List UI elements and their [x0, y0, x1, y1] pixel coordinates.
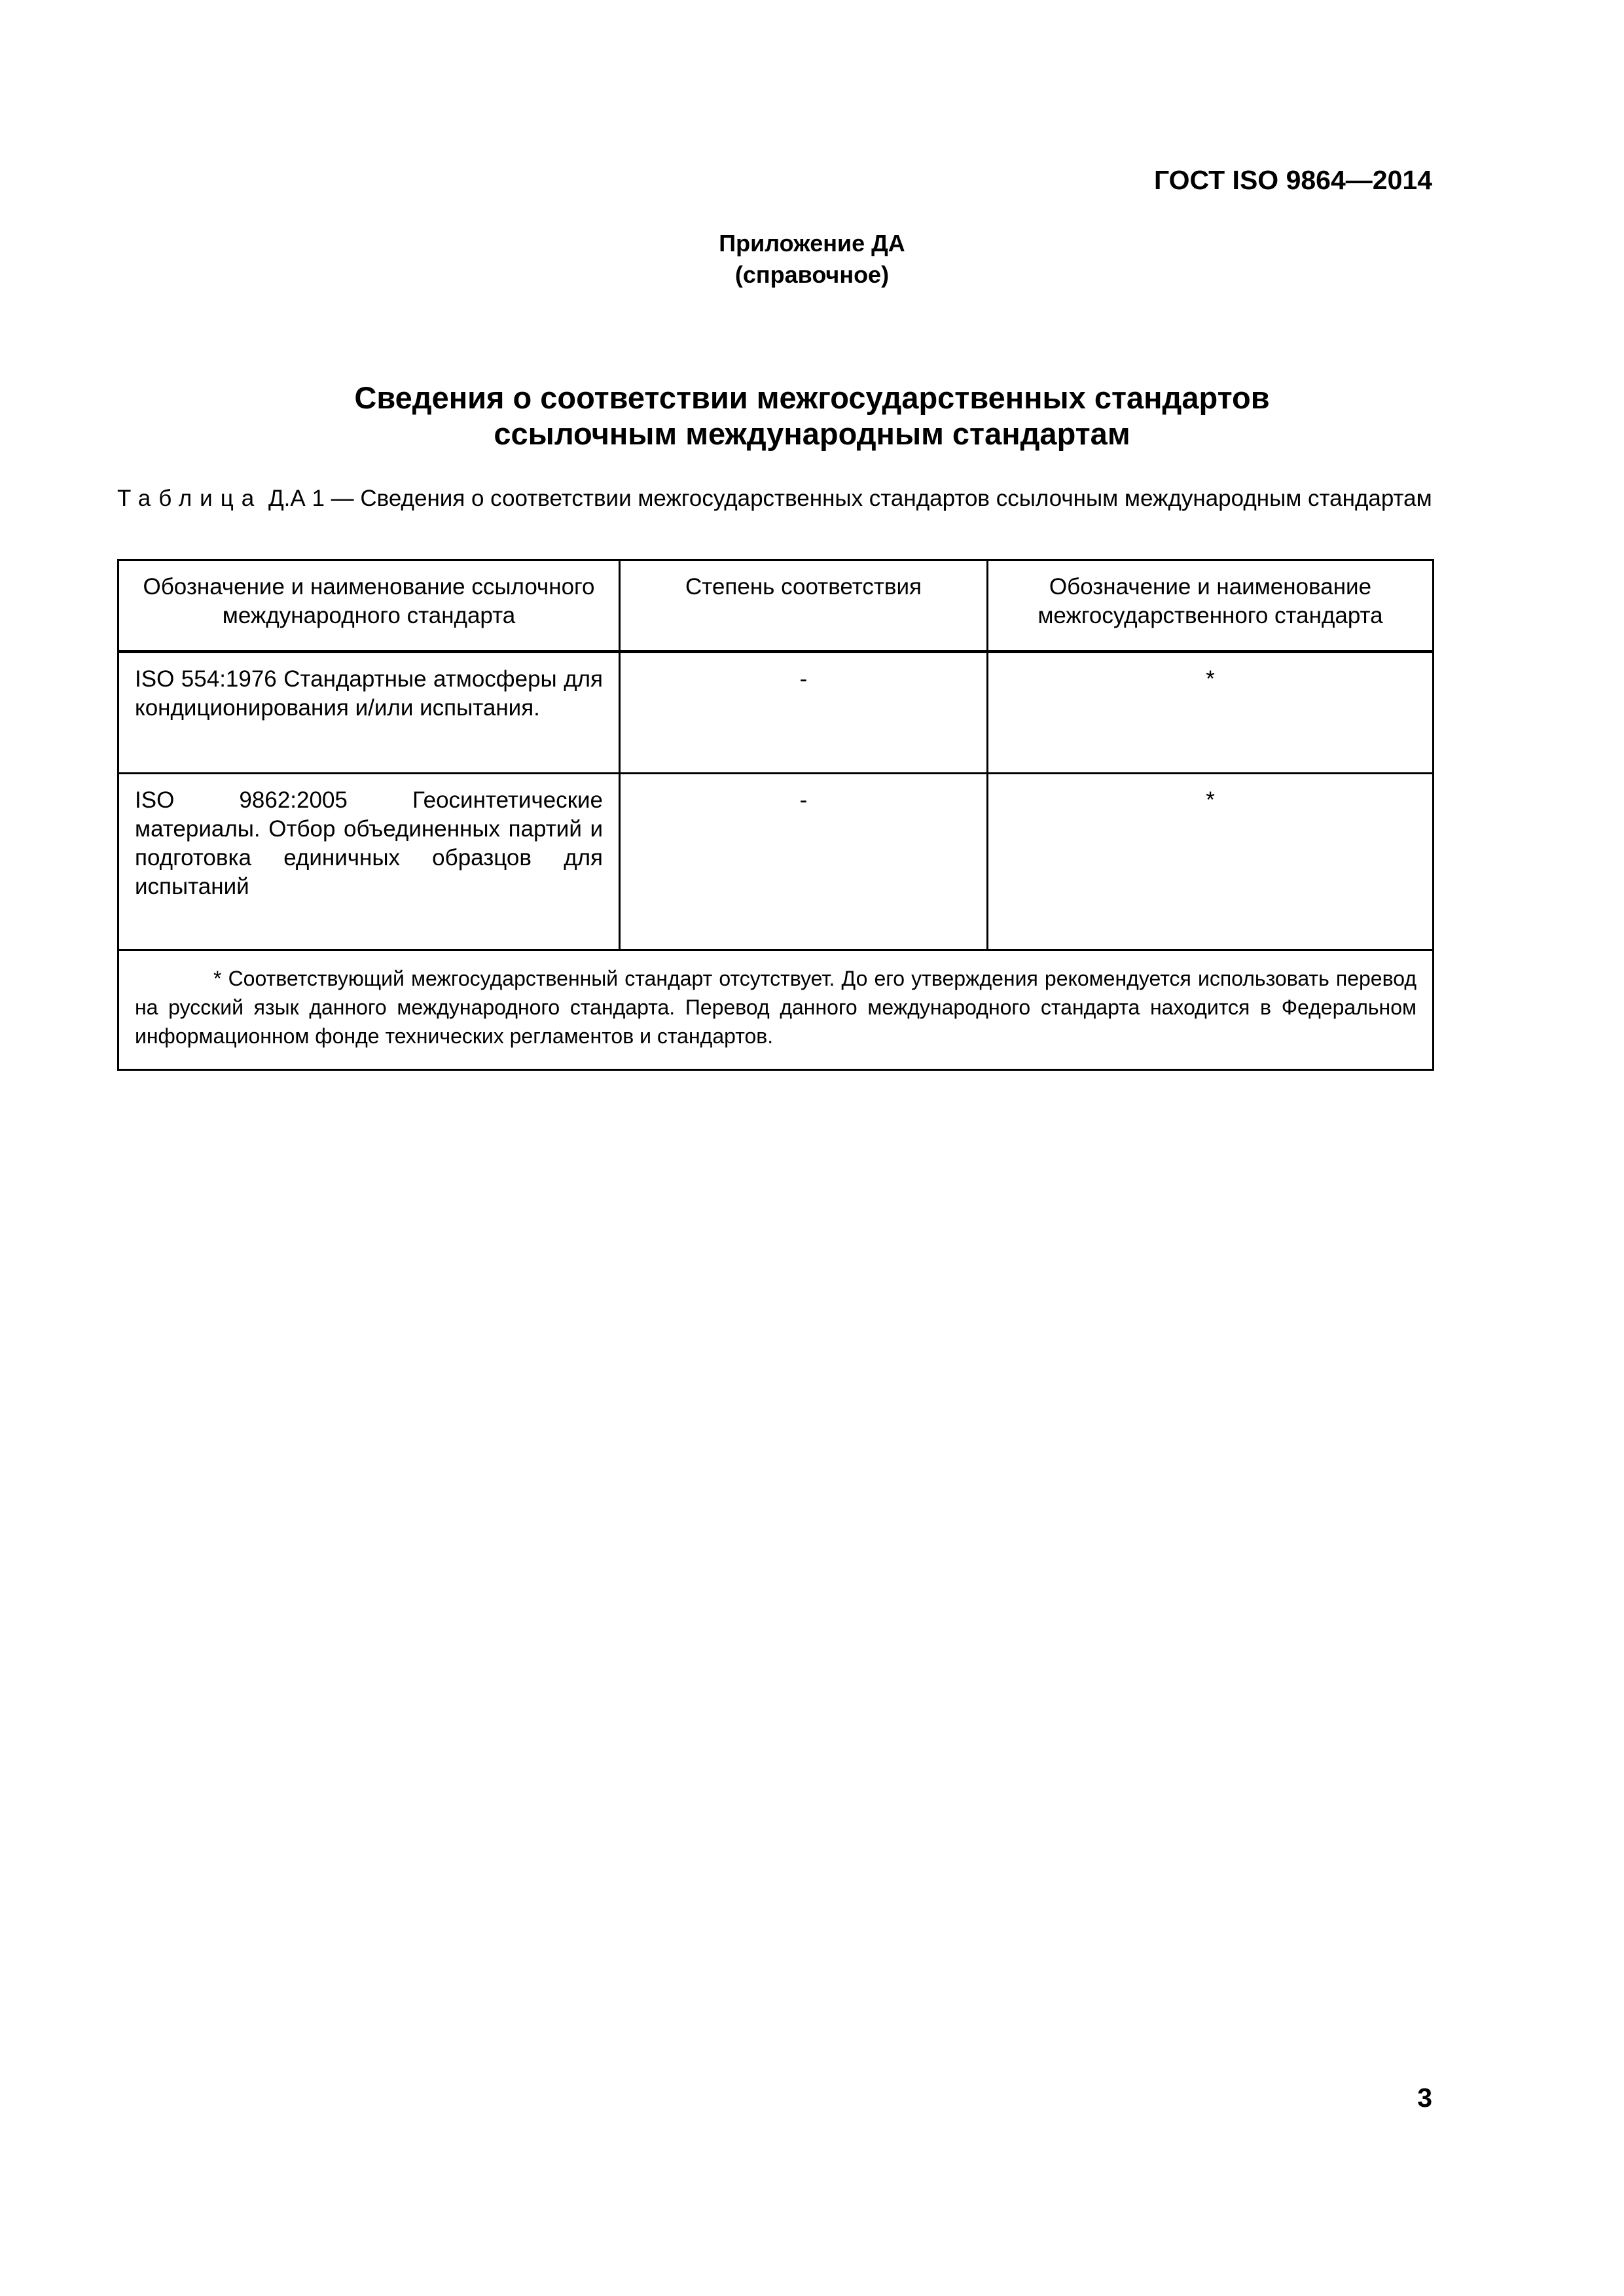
appendix-label: Приложение ДА	[719, 230, 905, 257]
header-degree-of-correspondence: Степень соответствия	[620, 560, 988, 652]
table-caption-text: Д.А 1 — Сведения о соответствии межгосударственных стандартов ссылочным международным стандартам	[268, 486, 1432, 511]
correspondence-table	[117, 559, 1434, 1071]
table-header-row	[118, 560, 1434, 652]
table-caption-label: Таблица	[117, 486, 262, 511]
appendix-heading	[0, 228, 1624, 291]
cell-interstate-standard: *	[988, 774, 1434, 950]
cell-degree: -	[620, 774, 988, 950]
cell-international-standard: ISO 554:1976 Стандартные атмосферы для кондиционирования и/или испытания.	[118, 652, 620, 774]
table-row	[118, 774, 1434, 950]
table-footnote-row	[118, 950, 1434, 1070]
table-row	[118, 652, 1434, 774]
header-interstate-standard: Обозначение и наименование межгосударственного стандарта	[988, 560, 1434, 652]
table-caption	[117, 484, 1432, 513]
cell-interstate-standard: *	[988, 652, 1434, 774]
cell-international-standard: ISO 9862:2005 Геосинтетические материалы. Отбор объединенных партий и подготовка единичных образцов для испытаний	[118, 774, 620, 950]
footnote-text: * Соответствующий межгосударственный стандарт отсутствует. До его утверждения рекомендуется использовать перевод на русский язык данного международного стандарта. Перевод данного международного стандарта находится в Федеральном информационном фонде технических регламентов и стандартов.	[135, 967, 1416, 1048]
page-number: 3	[1417, 2083, 1432, 2113]
appendix-type: (справочное)	[734, 261, 890, 288]
section-title-line-1: Сведения о соответствии межгосударственных стандартов	[354, 380, 1270, 415]
table-footnote	[118, 950, 1434, 1070]
section-title-line-2: ссылочным международным стандартам	[494, 416, 1130, 451]
section-title	[0, 380, 1624, 452]
header-international-standard: Обозначение и наименование ссылочного международного стандарта	[118, 560, 620, 652]
document-code: ГОСТ ISO 9864—2014	[1153, 165, 1432, 195]
cell-degree: -	[620, 652, 988, 774]
